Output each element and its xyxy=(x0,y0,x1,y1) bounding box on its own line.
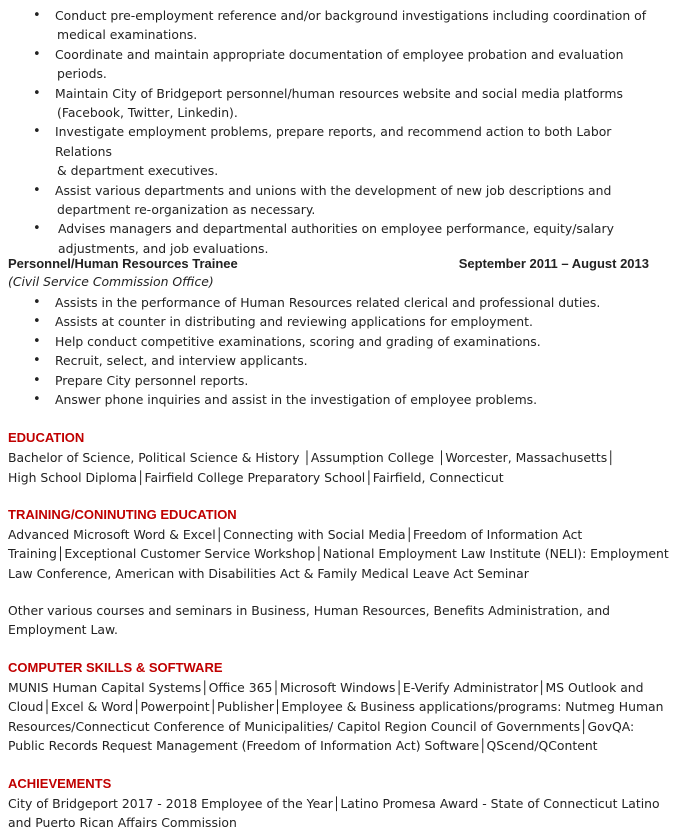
list-item: • Maintain City of Bridgeport personnel/human resources website and social media platforms (Facebook, Twitter, Linkedin). xyxy=(33,85,623,121)
bullet-icon: • xyxy=(33,85,41,101)
bullet-icon: • xyxy=(33,8,41,23)
education-line: Bachelor of Science, Political Science & History │Assumption College │Worcester, Massachusetts│ xyxy=(8,450,615,465)
duties-list xyxy=(0,6,682,258)
training-heading: TRAINING/CONINUTING EDUCATION xyxy=(8,507,237,522)
job-duties-list xyxy=(0,293,682,409)
computer-skills-heading: COMPUTER SKILLS & SOFTWARE xyxy=(8,660,223,675)
bullet-icon: • xyxy=(33,221,41,237)
list-item: • Investigate employment problems, prepare reports, and recommend action to both Labor Relations & department executives. xyxy=(33,124,612,179)
training-other-line: Other various courses and seminars in Business, Human Resources, Benefits Administration, and xyxy=(8,603,611,618)
job-dates: September 2011 – August 2013 xyxy=(458,256,649,271)
training-other-line: Employment Law. xyxy=(8,622,118,637)
list-item: • Advises managers and departmental authorities on employee performance, equity/salary adjustments, and job evaluations. xyxy=(33,221,614,256)
education-heading: EDUCATION xyxy=(8,430,85,445)
computer-skills-line: Cloud│Excel & Word│Powerpoint│Publisher│Employee & Business applications/programs: Nutmeg Human xyxy=(8,699,664,714)
education-line: High School Diploma│Fairfield College Preparatory School│Fairfield, Connecticut xyxy=(8,470,504,485)
bullet-icon: • xyxy=(33,182,41,198)
achievements-line: and Puerto Rican Affairs Commission xyxy=(8,815,237,830)
training-line: Law Conference, American with Disabilities Act & Family Medical Leave Act Seminar xyxy=(8,566,529,581)
job-office: (Civil Service Commission Office) xyxy=(8,274,214,289)
bullet-icon: • xyxy=(33,295,41,310)
list-item: • Assists in the performance of Human Resources related clerical and professional duties. xyxy=(0,293,682,312)
bullet-icon: • xyxy=(33,314,41,330)
list-item: • Answer phone inquiries and assist in the investigation of employee problems. xyxy=(0,390,682,409)
list-item: • Recruit, select, and interview applicants. xyxy=(0,351,682,370)
list-item: • Help conduct competitive examinations, scoring and grading of examinations. xyxy=(0,332,682,351)
job-title: Personnel/Human Resources Trainee xyxy=(8,256,238,271)
bullet-icon: • xyxy=(33,392,41,408)
bullet-icon: • xyxy=(33,372,41,388)
computer-skills-line: MUNIS Human Capital Systems│Office 365│Microsoft Windows│E-Verify Administrator│MS Outlook and xyxy=(8,680,644,695)
list-item: • Prepare City personnel reports. xyxy=(0,371,682,390)
bullet-icon: • xyxy=(33,124,41,140)
list-item: • Assists at counter in distributing and reviewing applications for employment. xyxy=(0,312,682,331)
computer-skills-line: Resources/Connecticut Conference of Municipalities/ Capitol Region Council of Governments│GovQA: xyxy=(8,719,635,734)
bullet-icon: • xyxy=(33,333,41,349)
bullet-icon: • xyxy=(33,46,41,62)
list-item: • Assist various departments and unions with the development of new job descriptions and department re-organization as necessary. xyxy=(33,182,612,218)
computer-skills-line: Public Records Request Management (Freedom of Information Act) Software│QScend/QContent xyxy=(8,738,598,753)
achievements-line: City of Bridgeport 2017 - 2018 Employee of the Year│Latino Promesa Award - State of Connecticut Latino xyxy=(8,796,660,811)
training-line: Training│Exceptional Customer Service Workshop│National Employment Law Institute (NELI): Employment xyxy=(8,546,669,561)
training-line: Advanced Microsoft Word & Excel│Connecting with Social Media│Freedom of Information Act xyxy=(8,527,583,542)
list-item: • Coordinate and maintain appropriate documentation of employee probation and evaluation periods. xyxy=(33,46,624,82)
list-item: • Conduct pre-employment reference and/or background investigations including coordination of medical examinations. xyxy=(33,8,647,43)
bullet-icon: • xyxy=(33,353,41,369)
achievements-heading: ACHIEVEMENTS xyxy=(8,776,112,791)
